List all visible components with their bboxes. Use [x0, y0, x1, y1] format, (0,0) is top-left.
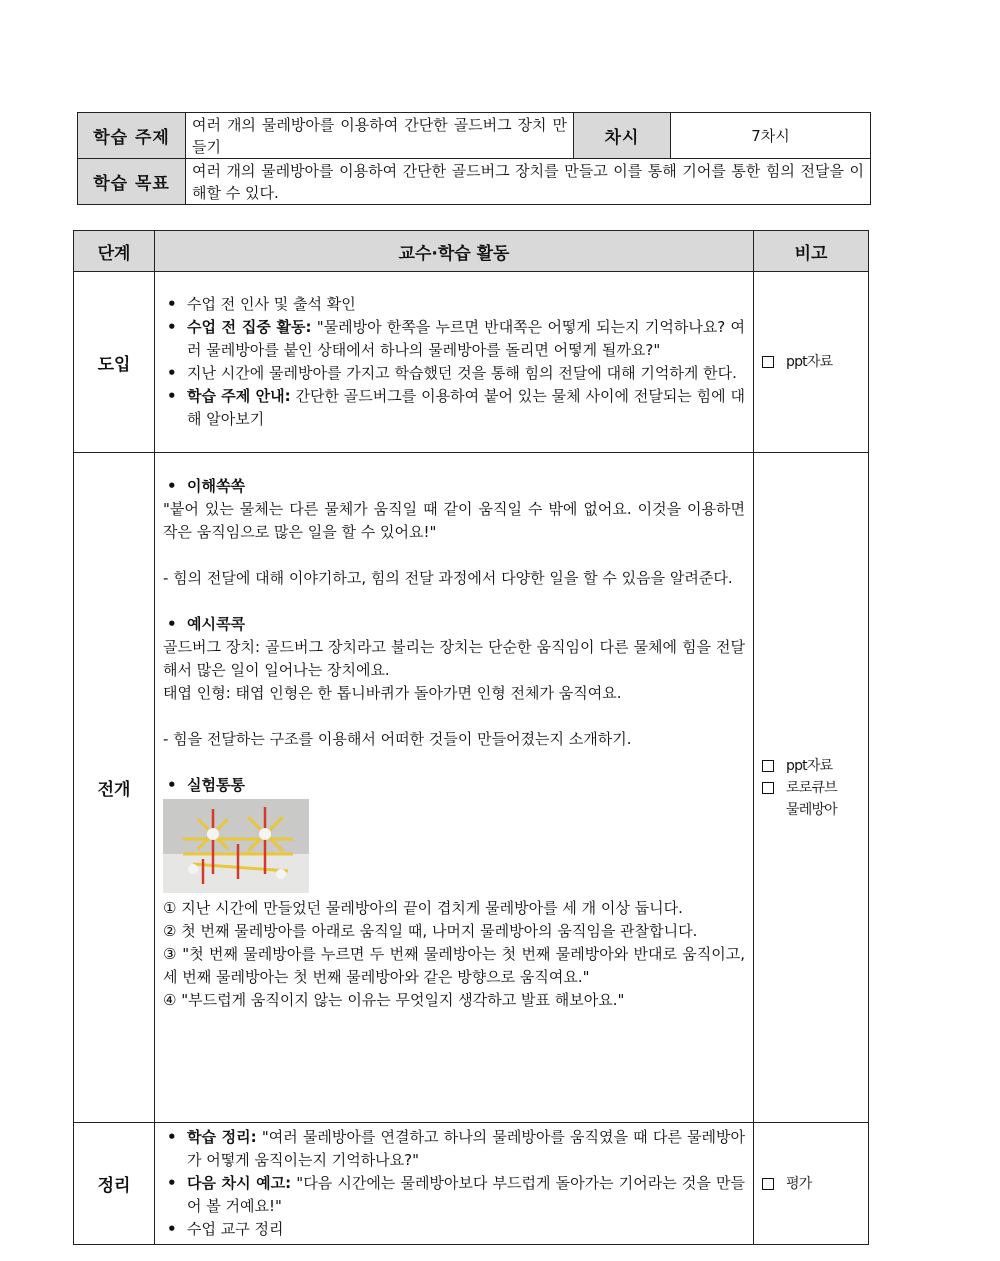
- stage-wrap: 정리: [74, 1123, 155, 1245]
- step-item: ② 첫 번째 물레방아를 아래로 움직일 때, 나머지 물레방아의 움직임을 관찰합니다.: [163, 922, 698, 940]
- lesson-info-table: [77, 112, 871, 205]
- intro-item: • 지난 시간에 물레방아를 가지고 학습했던 것을 통해 힘의 전달에 대해 기억하게 한다.: [163, 362, 745, 385]
- header-activity: 교수·학습 활동: [155, 231, 754, 272]
- sec2-paragraph: 골드버그 장치: 골드버그 장치라고 불리는 장치는 단순한 움직임이 다른 물체에 힘을 전달해서 많은 일이 일어나는 장치에요.: [163, 638, 745, 679]
- note-item: ppt자료: [762, 351, 868, 373]
- note-item: ppt자료: [762, 755, 868, 777]
- session-label: 차시: [574, 113, 671, 159]
- topic-value: 여러 개의 물레방아를 이용하여 간단한 골드버그 장치 만들기: [186, 113, 574, 159]
- sec1-dash: - 힘의 전달에 대해 이야기하고, 힘의 전달 과정에서 다양한 일을 할 수 있음을 알려준다.: [163, 569, 733, 587]
- experiment-photo: [163, 799, 309, 893]
- checkbox-icon: [762, 1178, 774, 1190]
- step-item: ④ "부드럽게 움직이지 않는 이유는 무엇일지 생각하고 발표 해보아요.": [163, 991, 625, 1009]
- goal-label: 학습 목표: [78, 159, 186, 205]
- stage-intro: 도입: [74, 272, 155, 453]
- section-title: • 이해쏙쏙: [163, 475, 745, 498]
- stage-develop: 전개: [74, 453, 155, 1123]
- wrap-notes: [754, 1123, 869, 1245]
- step-item: ③ "첫 번째 물레방아를 누르면 두 번째 물레방아는 첫 번째 물레방아와 반대로 움직이고, 세 번째 물레방아는 첫 번째 물레방아와 같은 방향으로 움직여요.": [163, 945, 745, 986]
- sec1-quote: "붙어 있는 물체는 다른 물체가 움직일 때 같이 움직일 수 밖에 없어요. 이것을 이용하면 작은 움직임으로 많은 일을 할 수 있어요!": [163, 500, 745, 541]
- lesson-plan-table: [73, 230, 869, 1245]
- intro-item: • 학습 주제 안내: 간단한 골드버그를 이용하여 붙어 있는 물체 사이에 전달되는 힘에 대해 알아보기: [163, 385, 745, 431]
- step-item: ① 지난 시간에 만들었던 물레방아의 끝이 겹치게 물레방아를 세 개 이상 둡니다.: [163, 899, 683, 917]
- goal-value: 여러 개의 물레방아를 이용하여 간단한 골드버그 장치를 만들고 이를 통해 기어를 통한 힘의 전달을 이해할 수 있다.: [186, 159, 871, 205]
- wrap-item: • 다음 차시 예고: "다음 시간에는 물레방아보다 부드럽게 돌아가는 기어라는 것을 만들어 볼 거예요!": [163, 1172, 745, 1218]
- checkbox-icon: [762, 356, 774, 368]
- wrap-item: • 수업 교구 정리: [163, 1218, 745, 1241]
- sec2-dash: - 힘을 전달하는 구조를 이용해서 어떠한 것들이 만들어졌는지 소개하기.: [163, 730, 632, 748]
- develop-activities: [155, 453, 754, 1123]
- header-note: 비고: [754, 231, 869, 272]
- header-stage: 단계: [74, 231, 155, 272]
- section-title: • 예시콕콕: [163, 613, 745, 636]
- develop-notes: [754, 453, 869, 1123]
- intro-item: • 수업 전 집중 활동: "물레방아 한쪽을 누르면 반대쪽은 어떻게 되는지 기억하나요? 여러 물레방아를 붙인 상태에서 하나의 물레방아를 돌리면 어떻게 될까요?": [163, 316, 745, 362]
- wrap-activities: [155, 1123, 754, 1245]
- intro-activities: [155, 272, 754, 453]
- checkbox-icon: [762, 760, 774, 772]
- section-title: • 실험통통: [163, 774, 745, 797]
- note-item: 평가: [762, 1173, 868, 1195]
- intro-notes: [754, 272, 869, 453]
- intro-item: • 수업 전 인사 및 출석 확인: [163, 293, 745, 316]
- note-item: 로로큐브 물레방아: [762, 777, 868, 821]
- session-value: 7차시: [671, 113, 871, 159]
- checkbox-icon: [762, 782, 774, 794]
- sec2-paragraph: 태엽 인형: 태엽 인형은 한 톱니바퀴가 돌아가면 인형 전체가 움직여요.: [163, 684, 622, 702]
- topic-label: 학습 주제: [78, 113, 186, 159]
- wrap-item: • 학습 정리: "여러 물레방아를 연결하고 하나의 물레방아를 움직였을 때 다른 물레방아가 어떻게 움직이는지 기억하나요?": [163, 1126, 745, 1172]
